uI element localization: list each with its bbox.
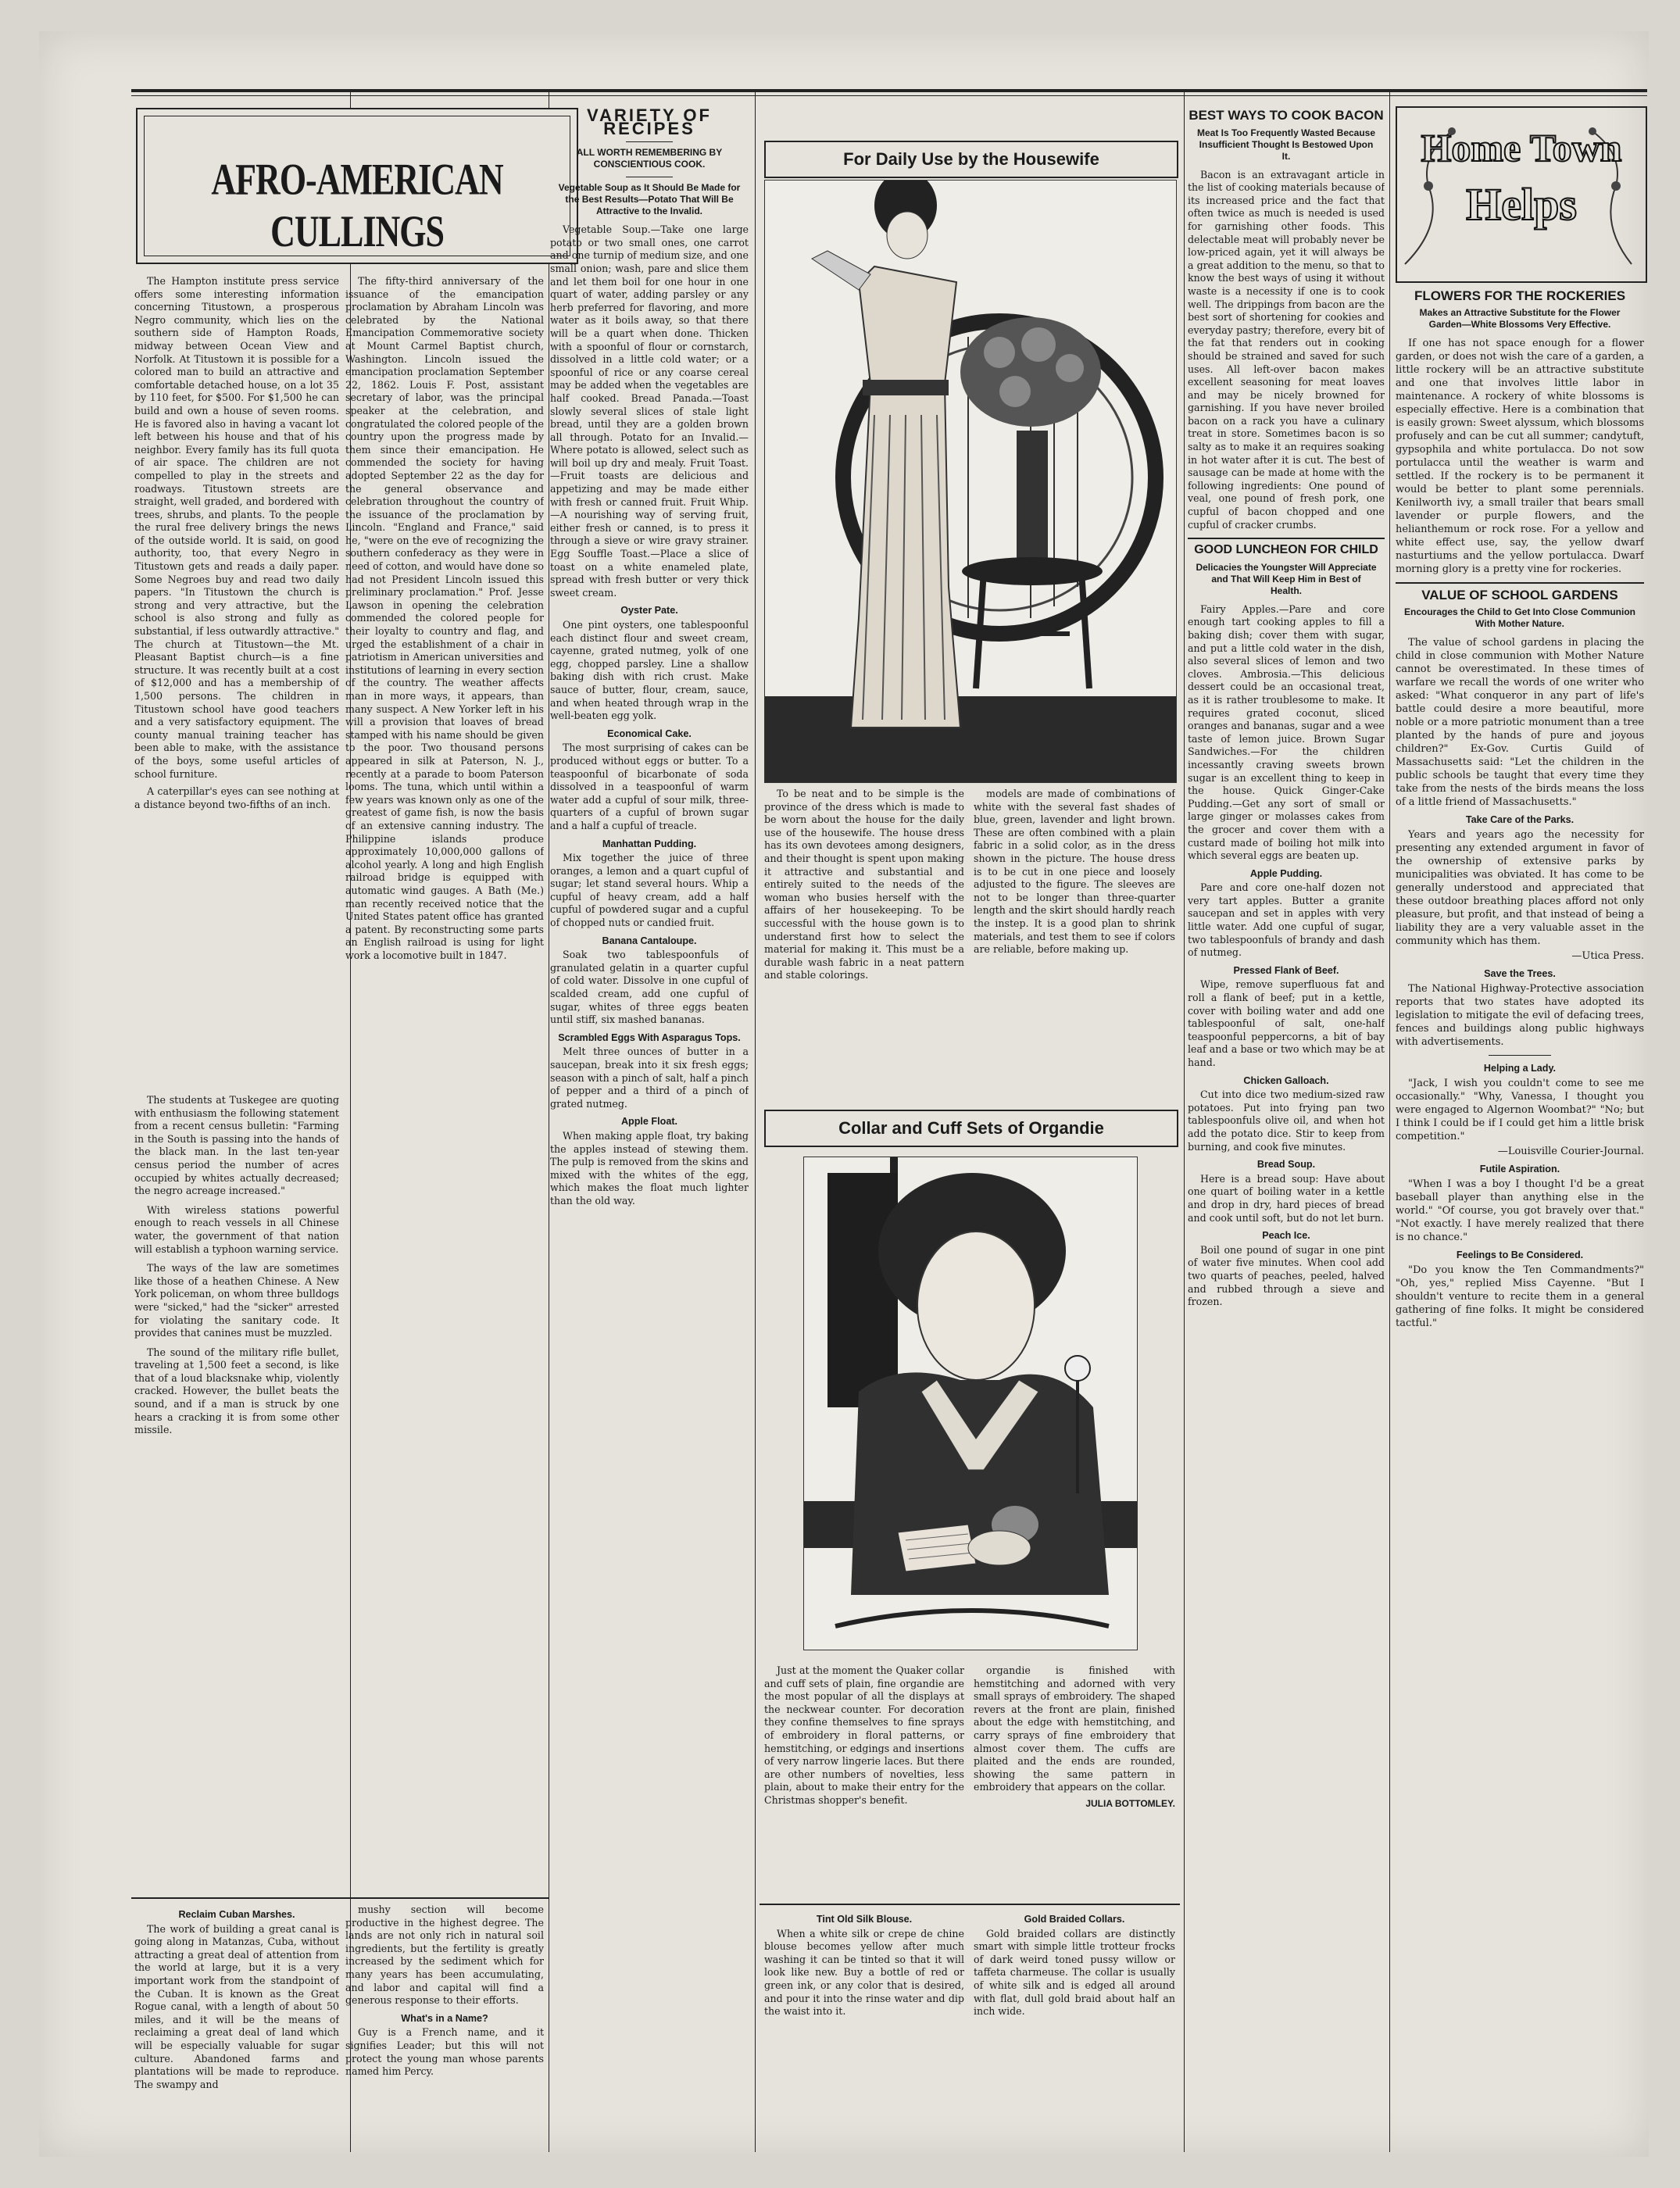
wireless-text: With wireless stations powerful enough to reach vessels in all Chinese water, the government of that nation will establish a typhoon warning service. — [134, 1203, 339, 1255]
bacon-deck: Meat Is Too Frequently Wasted Because Insufficient Thought Is Bestowed Upon It. — [1196, 127, 1376, 162]
cuban-text: The work of building a great canal is going along in Matanzas, Cuba, without attracting a great deal of attention from the world at large, but it is a very important work from the standpoint of the Cuban. It is known as the Great Rogue canal, with a length of about 50 miles, and it will be the means of reclaiming a great deal of land which will be especially valuable for sugar culture. Abandoned farms and plantations will be made to reproduce. The swampy and — [134, 1922, 339, 2090]
apple-float-heading: Apple Float. — [620, 1116, 678, 1128]
trees-heading: Save the Trees. — [1484, 968, 1556, 979]
parks-source: —Utica Press. — [1571, 950, 1644, 962]
col-sep-4 — [1184, 89, 1185, 2152]
col-sep-3 — [755, 89, 756, 2152]
peach-heading: Peach Ice. — [1262, 1230, 1310, 1242]
afro-col-1 — [134, 275, 339, 1088]
afro-col-2 — [345, 275, 544, 1893]
trees-text: The National Highway-Protective association reports that two states have adopted its legislation to mitigate the evil of defacing trees, fences and buildings along public highways with advertisements. — [1396, 983, 1644, 1048]
collar-illustration — [803, 1157, 1138, 1650]
flank-text: Wipe, remove superfluous fat and roll a flank of beef; put in a kettle, cover with boiling water and add one tablespoonful of salt, one-half teaspoonful peppercorns, a bit of bay leaf and a base or two which may be at hand. — [1188, 978, 1385, 1068]
tuskegee-text: The students at Tuskegee are quoting with enthusiasm the following statement from a recent census bulletin: "Farming in the South is passing into the hands of the black man. In the last ten-year census period the number of acres occupied by whites actually decreased; the negro acreage increased." — [134, 1094, 339, 1197]
recipes-deck: Vegetable Soup as It Should Be Made for the Best Results—Potato That Will Be Attractive to the Invalid. — [558, 182, 741, 217]
housewife-right: models are made of combinations of white with the several fast shades of blue, green, lavender and light brown. These are often combined with a plain fabric in a solid color, as in the dress shown in the picture. The house dress is to be cut in one piece and loosely adjusted to the figure. The sleeves are not to be longer than three-quarter length and the skirt should hardly reach the instep. It is a good plan to shrink materials, and test them to see if colors are reliable, before making up. — [974, 788, 1175, 956]
afro-text-1: The Hampton institute press service offers some interesting information concerning Titustown, a prosperous Negro community, which lies on the southern side of Hampton Roads, midway between Ocean View and Norfolk. At Titustown it is possible for a colored man to build an attractive and comfortable detached house, on a lot 35 by 110 feet, for $500. For $1,500 he can build and own a house of seven rooms. He is favored also in having a vacant lot left between his house and that of his neighbor. Every family has its full quota of air space. The children are not compelled to play in the streets and roadways. Titustown streets are straight, well graded, and bordered with trees, shrubs, and plants. To the people the rural free delivery brings the news of the outside world. It is said, on good authority, too, that every Negro in Titustown gets and reads a daily paper. Some Negroes buy and read two daily papers. "In Titustown the church is strong and very attractive, but the school is also strong and fully as substantial, if less outwardly attractive." The church at Titustown—the Mt. Pleasant Baptist church—is a fine structure. It was recently built at a cost of $12,000 and has a membership of 1,500 persons. The children in Titustown school have good teachers and a very satisfactory equipment. The county manual training teacher has been able to make, with the assistance of the boys, some useful articles of school furniture. — [134, 275, 339, 780]
housewife-title: For Daily Use by the Housewife — [843, 149, 1099, 169]
collar-right: organdie is finished with hemstitching and adorned with very small sprays of embroidery. The shaped revers at the front are plain, finished about the edge with hemstitching, and carry sprays of fine embroidery that almost cover them. The cuffs are plaited and the ends are rounded, showing the same pattern in embroidery that appears on the collar. — [974, 1664, 1175, 1793]
bacon-col — [1188, 106, 1385, 2154]
cuban-heading: Reclaim Cuban Marshes. — [178, 1909, 295, 1920]
housewife-text-left — [764, 788, 964, 1085]
silk-col — [764, 1908, 964, 2154]
parks-heading: Take Care of the Parks. — [1465, 814, 1575, 825]
apple-float-text: When making apple float, try baking the apples instead of stewing them. The pulp is removed from the skins and mixed with the whites of the egg, which makes the float much lighter than the old way. — [550, 1129, 749, 1207]
rock-title: FLOWERS FOR THE ROCKERIES — [1414, 288, 1626, 303]
oyster-heading: Oyster Pate. — [620, 605, 678, 617]
school-body: The value of school gardens in placing the child in close communion with Mother Nature cannot be overestimated. In these times of warfare we recall the words of one writer who asked: "What conqueror in any part of life's battle could desire a more beautiful, more noble or a more patriotic monument than a tree planted by the hands of pure and joyous children?" Ex-Gov. Curtis Guild of Massachusetts said: "Let the children in the public schools be taught that every time they take from the nests of the birds means the loss of a little friend of Massachusetts." — [1396, 637, 1644, 808]
bacon-body: Bacon is an extravagant article in the list of cooking materials because of its increased price and the fact that often twice as much is needed is used for garnishing other foods. This delectable meat will probably never be low-priced again, yet it will always be a great addition to the menu, so that to know the best ways of using it without waste is a necessity if one is to cook well. The drippings from bacon are the best sort of shortening for cookies and everyday pastry; therefore, every bit of the fat that renders out in cooking should be strained and saved for such uses. All left-over bacon makes excellent seasoning for meat loaves and may be nicely browned for garnishing. If you have never broiled bacon on a rack you have a culinary treat in store. Sometimes bacon is so salty as to make it an requires soaking in hot water after it is cut. The best of sausage can be made at home with the following ingredients: One pound of veal, one pound of fresh pork, one cupful of bacon chopped and one cupful of cracker crumbs. — [1188, 168, 1385, 531]
lunch-title: GOOD LUNCHEON FOR CHILD — [1194, 543, 1378, 557]
rock-deck: Makes an Attractive Substitute for the Flower Garden—White Blossoms Very Effective. — [1419, 307, 1621, 330]
feelings-heading: Feelings to Be Considered. — [1456, 1250, 1584, 1260]
recipes-body: Vegetable Soup.—Take one large potato or two small ones, one carrot and one turnip of medium size, and one small onion; wash, pare and slice them and let them boil for one hour in one quart of water, adding parsley or any herb preferred for flavoring, and more water as it boils away, so that there will be a quart when done. Thicken with a spoonful of flour or cornstarch, dissolved in a little cold water; or a spoonful of rice or any coarse cereal may be added when the vegetables are half cooked. Bread Panada.—Toast slowly several slices of stale light bread, until they are a golden brown all through. Potato for an Invalid.—Where potato is allowed, select such as will boil up dry and mealy. Fruit Toast.—Fruit toasts are delicious and appetizing and may be made either with fresh or canned fruit. Fruit Whip.—A nourishing way of serving fruit, either fresh or canned, is to press it through a sieve or wire gravy strainer. Egg Souffle Toast.—Place a slice of toast on a white enameled plate, spread with fresh butter or very thick sweet cream. — [550, 223, 749, 599]
peach-text: Boil one pound of sugar in one pint of water five minutes. When cool add two quarts of peaches, peeled, halved and rubbed through a sieve and frozen. — [1188, 1243, 1385, 1308]
oyster-text: One pint oysters, one tablespoonful each distinct flour and sweet cream, cayenne, grated nutmeg, yolk of one egg, chopped parsley. Line a shallow baking dish with rich crust. Make sauce of butter, flour, cream, sauce, and when heated through wrap in the well-beaten egg yolk. — [550, 619, 749, 722]
newspaper-page — [39, 31, 1649, 2157]
gold-col — [974, 1908, 1175, 2154]
lunch-deck: Delicacies the Youngster Will Appreciate and That Will Keep Him in Best of Health. — [1196, 561, 1377, 596]
collar-left: Just at the moment the Quaker collar and cuff sets of plain, fine organdie are the most popular of all the displays at the neckwear counter. For decoration they confine themselves to fine sprays of embroidery in floral patterns, or hemstitching, or edgings and insertions of very narrow lingerie laces. But there are other numbers of novelties, less plain, about to make their entry for the Christmas shopper's benefit. — [764, 1664, 964, 1806]
soup-text: Here is a bread soup: Have about one quart of boiling water in a kettle and drop in dry, hard pieces of bread and cook until soft, but do not let burn. — [1188, 1172, 1385, 1224]
silk-text: When a white silk or crepe de chine blouse becomes yellow after much washing it can be tinted so that it will look like new. Buy a bottle of red or green ink, or any color that is desired, and pour it into the rinse water and dip the waist into it. — [764, 1927, 964, 2018]
soup-heading: Bread Soup. — [1256, 1159, 1316, 1171]
banana-text: Soak two tablespoonfuls of granulated gelatin in a quarter cupful of cold water. Dissolve in one cupful of scalded cream, add one cupful of sugar, whites of three eggs beaten until stiff, six mashed bananas. — [550, 949, 749, 1026]
recipes-title: VARIETY OF RECIPES — [587, 106, 712, 138]
cuban-text-2: mushy section will become productive in the highest degree. The lands are not only rich in natural soil ingredients, but the fertility is greatly increased by the sediment which for many years has been accumulating, and labor and capital will find a generous response to their efforts. — [345, 1904, 544, 2007]
caterpillar-text: A caterpillar's eyes can see nothing at a distance beyond two-fifths of an inch. — [134, 785, 339, 810]
recipes-col — [550, 106, 749, 2154]
housewife-left: To be neat and to be simple is the province of the dress which is made to be worn about the house for the daily use of the housewife. The house dress has its own devotees among designers, and their thought is spent upon making it attractive and substantial and entirely suited to the needs of the woman who busies herself with the affairs of her housekeeping. To be successful with the house gown is to understand first how to select the material for making it. This must be a durable wash fabric in a neat pattern and stable colorings. — [764, 788, 964, 981]
gold-heading: Gold Braided Collars. — [1024, 1914, 1125, 1925]
hometown-title-box — [1396, 106, 1647, 283]
name-heading: What's in a Name? — [401, 2012, 488, 2024]
pudding-heading: Apple Pudding. — [1249, 867, 1323, 879]
scrambled-heading: Scrambled Eggs With Asparagus Tops. — [558, 1031, 741, 1043]
cake-heading: Economical Cake. — [607, 728, 692, 739]
collar-bottom-rule — [760, 1904, 1180, 1905]
cake-text: The most surprising of cakes can be produced without eggs or butter. To a teaspoonful of bicarbonate of soda dissolved in a teaspoonful of warm water add a cupful of sour milk, three-quarters of a cupful of brown sugar and a half a cupful of treacle. — [550, 742, 749, 831]
manhattan-text: Mix together the juice of three oranges, a lemon and a quart cupful of sugar; let stand several hours. Whip a cupful of heavy cream, add a half cupful of powdered sugar and a cupful of chopped nuts or candied fruit. — [550, 852, 749, 929]
afro-title: AFRO-AMERICAN CULLINGS — [211, 155, 503, 256]
afro-title-box — [136, 108, 578, 264]
lunch-body: Fairy Apples.—Pare and core enough tart cooking apples to fill a baking dish; cover them with sugar, and put a little cold water in the dish, also several slices of lemon and two cloves. Ambrosia.—This delicious dessert could be an occasional treat, as it is rather troublesome to make. It requires grated coconut, sliced oranges and bananas, sugar and a wee taste of lemon juice. Brown Sugar Sandwiches.—For the children incessantly craving sweets brown sugar is an excellent thing to keep in the house. Quick Ginger-Cake Pudding.—Get any sort of small or large ginger or molasses cakes from the grocer and cover them with a custard made of boiling hot milk into which several eggs are beaten up. — [1188, 602, 1385, 862]
col-sep-5 — [1389, 89, 1390, 2152]
collar-title: Collar and Cuff Sets of Organdie — [838, 1118, 1104, 1138]
scrambled-text: Melt three ounces of butter in a saucepan, break into it six fresh eggs; season with a pinch of salt, half a pinch of pepper and a third of a pinch of grated nutmeg. — [550, 1046, 749, 1110]
lady-text: "Jack, I wish you couldn't come to see me occasionally." "Why, Vanessa, I thought you were engaged to Algernon Woombat?" "No; but I think I could be if I could get him a little brisk competition." — [1396, 1078, 1644, 1142]
woman-dress-illustration — [765, 181, 1176, 782]
hometown-col — [1396, 286, 1644, 2154]
afro-col-1b — [134, 1094, 339, 1875]
feelings-text: "Do you know the Ten Commandments?" "Oh, yes," replied Miss Cayenne. "But I shouldn't venture to recite them in a general gathering of fine folks. It might be considered tactful." — [1396, 1264, 1644, 1329]
collar-signature: JULIA BOTTOMLEY. — [1085, 1797, 1175, 1809]
flank-heading: Pressed Flank of Beef. — [1233, 964, 1339, 976]
pudding-text: Pare and core one-half dozen not very tart apples. Butter a granite saucepan and set in apples with very little water. Add one cupful of sugar, two tablespoonfuls of brandy and dash of nutmeg. — [1188, 881, 1385, 959]
top-rule-thin — [131, 95, 1647, 96]
collar-text-right — [974, 1664, 1175, 1899]
hometown-title-2: Helps — [1466, 179, 1577, 230]
rifle-text: The sound of the military rifle bullet, traveling at 1,500 feet a second, is like that of a loud blacksnake whip, violently cracked. However, the bullet beats the sound, and if a man is struck by one hears a cracking it is from some other missile. — [134, 1346, 339, 1436]
rock-body: If one has not space enough for a flower garden, or does not wish the care of a garden, a little rockery will be an attractive substitute and one that involves little labor in maintenance. A rockery of white blossoms is especially effective. Here is a combination that is easily grown: Sweet alyssum, which blossoms profusely and can be cut all summer; candytuft, gypsophila and white portulacca. Do not sow portulacca until the weather is warm and settled. If the rockery is to be permanent it would be better to plant some perennials. Kenilworth ivy, a small trailer that bears small lavender or purple flowers, and the helianthemum or rock rose. For a yellow and white effect use, say, the yellow dwarf nasturtiums and the yellow portulacca. Dwarf morning glory is a pretty vine for rockeries. — [1396, 338, 1644, 575]
bacon-title: BEST WAYS TO COOK BACON — [1189, 108, 1384, 123]
collar-text-left — [764, 1664, 964, 1899]
galosh-heading: Chicken Galloach. — [1243, 1074, 1329, 1086]
school-deck: Encourages the Child to Get Into Close Communion With Mother Nature. — [1403, 606, 1635, 629]
futile-heading: Futile Aspiration. — [1479, 1164, 1560, 1174]
law-text: The ways of the law are sometimes like those of a heathen Chinese. A New York policeman, on whom three bulldogs were "sicked," had the "sicker" arrested for violating the sanitary code. It provides that canines must be muzzled. — [134, 1262, 339, 1339]
futile-text: "When I was a boy I thought I'd be a great baseball player than anything else in the world." "Of course, you got bravely over that." "Not exactly. I have merely realized that there is no chance." — [1396, 1178, 1644, 1243]
lady-heading: Helping a Lady. — [1483, 1063, 1557, 1074]
name-text: Guy is a French name, and it signifies Leader; but this will not protect the young man whose parents named him Percy. — [345, 2026, 544, 2078]
hometown-title-1: Home Town — [1421, 126, 1622, 170]
woman-portrait-illustration — [804, 1157, 1137, 1650]
recipes-subtitle: ALL WORTH REMEMBERING BY CONSCIENTIOUS COOK. — [576, 147, 723, 170]
parks-text: Years and years ago the necessity for presenting any extended argument in favor of the ownership of extensive parks by municipalities was obviated. It has come to be generally understood and appreciated that these outdoor breathing places afford not only pleasure, but profit, and that instead of being a liability they are a very valuable asset in the community which has them. — [1396, 829, 1644, 947]
afro-bottom-rule — [131, 1897, 549, 1899]
housewife-title-box — [764, 141, 1178, 178]
galosh-text: Cut into dice two medium-sized raw potatoes. Put into frying pan two tablespoonfuls olive oil, and when hot add the potato dice. Stir to keep from burning, and cook five minutes. — [1188, 1089, 1385, 1153]
housewife-text-right — [974, 788, 1175, 1085]
silk-heading: Tint Old Silk Blouse. — [816, 1914, 913, 1925]
manhattan-heading: Manhattan Pudding. — [602, 838, 697, 849]
school-title: VALUE OF SCHOOL GARDENS — [1421, 588, 1618, 602]
cuban-col-2 — [345, 1904, 544, 2154]
lady-source: —Louisville Courier-Journal. — [1497, 1146, 1644, 1157]
top-rule — [131, 89, 1647, 92]
cuban-col — [134, 1904, 339, 2154]
banana-heading: Banana Cantaloupe. — [602, 935, 697, 946]
housewife-illustration — [764, 180, 1177, 783]
afro-text-2: The fifty-third anniversary of the issuance of the emancipation proclamation by Abraham Lincoln was celebrated by the National Emancipation Commemorative society at Mount Carmel Baptist church, Washington. Lincoln issued the emancipation proclamation September 22, 1862. Louis F. Post, assistant secretary of labor, was the principal speaker at the celebration, and congratulated the colored people of the country upon the progress made by them since their emancipation. He commended the society for having adopted September 22 as the day for the general observance and celebration throughout the country of the issuance of the proclamation by Lincoln. "England and France," said he, "were on the eve of recognizing the southern confederacy as they were in need of cotton, and would have done so had not President Lincoln issued this preliminary proclamation." Prof. Jesse Lawson in opening the celebration commended the colored people for their loyalty to country and flag, and urged the establishment of a chair in patriotism in American universities and institutions of learning in every section of the country. The weather affects man in more ways, it appears, than many suspect. A New Yorker left in his will a provision that loaves of bread stamped with his name should be given to the poor. Two thousand persons appeared in silk at Paterson, N. J., recently at a parade to boom Paterson looms. The tuna, which until within a few years was known only as one of the greatest of game fish, is now the basis of an extensive canning industry. The Philippine islands produce approximately 10,000,000 gallons of alcohol yearly. A long and high English railroad bridge is equipped with automatic wind gauges. A Bath (Me.) man recently received notice that the United States patent office has granted a patent. By reconstructing some parts an English railroad is using for light work a locomotive built in 1847. — [345, 275, 544, 961]
collar-title-box — [764, 1110, 1178, 1147]
gold-text: Gold braided collars are distinctly smart with simple little trotteur frocks of dark weird toned pussy willow or taffeta charmeuse. The collar is usually of white silk and is edged all around with flat, dull gold braid about half an inch wide. — [974, 1927, 1175, 2018]
